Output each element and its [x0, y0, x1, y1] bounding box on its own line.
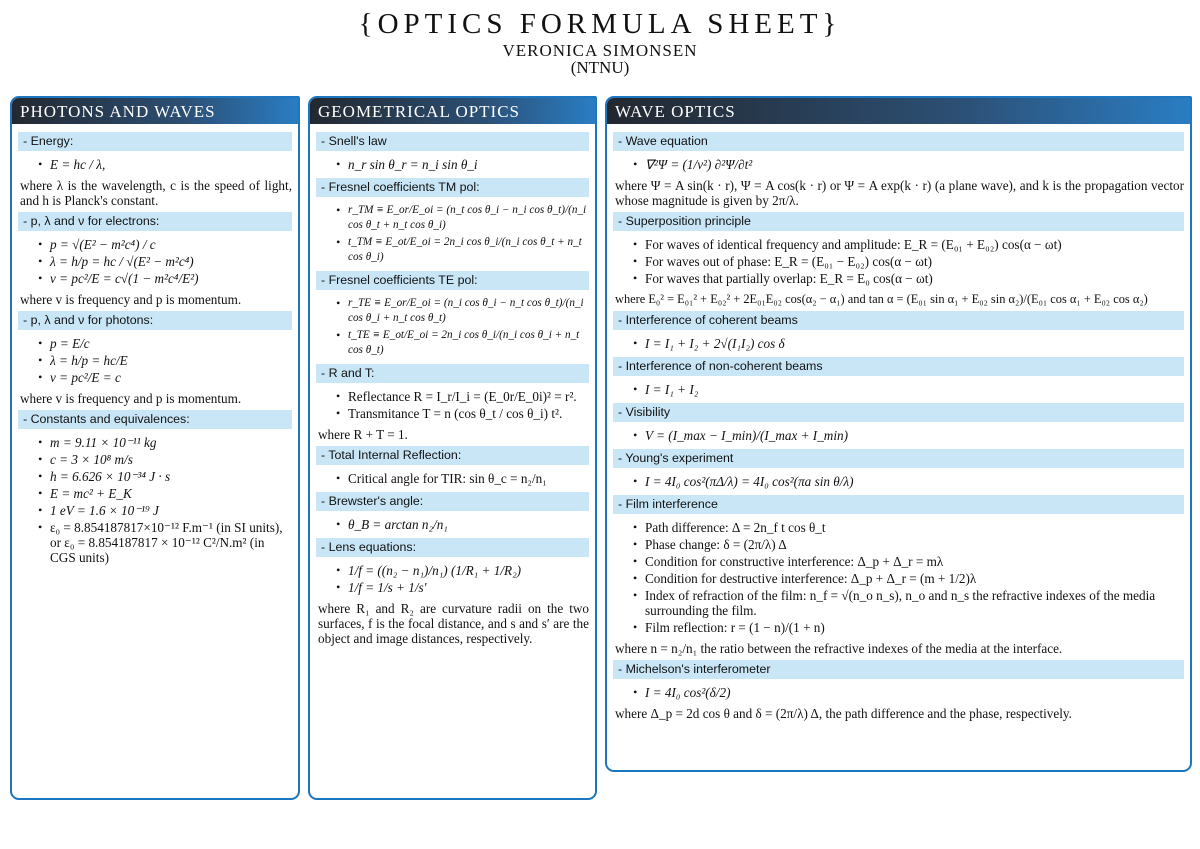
- formula-item: • λ = h/p = hc / √(E² − m²c⁴): [38, 254, 292, 269]
- section-note: where Ψ = A sin(k · r), Ψ = A cos(k · r) or Ψ = A exp(k · r) (a plane wave), and k is the propagation vector whose magnitude is given by 2π/λ.: [615, 178, 1184, 208]
- section-heading: - Wave equation: [613, 132, 1184, 151]
- formula-list: [633, 428, 1184, 443]
- formula-item: • λ = h/p = hc/E: [38, 353, 292, 368]
- section-note: where E₀² = E₀₁² + E₀₂² + 2E₀₁E₀₂ cos(α₂ − α₁) and tan α = (E₀₁ sin α₁ + E₀₂ sin α₂)/(E₀₁ cos α₁ + E₀₂ cos α₂): [615, 292, 1148, 306]
- column-header: GEOMETRICAL OPTICS: [310, 98, 595, 124]
- formula-list: [336, 471, 589, 486]
- formula-item: • θ_B = arctan n₂/n₁: [336, 517, 589, 532]
- section-note: where R₁ and R₂ are curvature radii on the two surfaces, f is the focal distance, and s and s′ are the object and image distances, respectively.: [318, 601, 589, 646]
- formula-list: [633, 382, 1184, 397]
- column-header: WAVE OPTICS: [607, 98, 1190, 124]
- formula-item: • Critical angle for TIR: sin θ_c = n₂/n₁: [336, 471, 589, 486]
- formula-item: • ∇²Ψ = (1/v²) ∂²Ψ/∂t²: [633, 157, 1184, 172]
- formula-item: • p = E/c: [38, 336, 292, 351]
- formula-item: • 1/f = 1/s + 1/s′: [336, 580, 589, 595]
- column-photons-and-waves: [10, 96, 300, 800]
- formula-item: • p = √(E² − m²c⁴) / c: [38, 237, 292, 252]
- formula-list: [38, 237, 292, 286]
- formula-list: [38, 336, 292, 385]
- formula-item: • E = hc / λ,: [38, 157, 292, 172]
- formula-item: • I = I₁ + I₂: [633, 382, 1184, 397]
- formula-item: • Film reflection: r = (1 − n)/(1 + n): [633, 620, 1184, 635]
- column-geometrical-optics: [308, 96, 597, 800]
- formula-list: [336, 389, 589, 421]
- formula-item: • I = 4I₀ cos²(πΔ/λ) = 4I₀ cos²(πa sin θ/λ): [633, 474, 1184, 489]
- column-header: PHOTONS AND WAVES: [12, 98, 298, 124]
- formula-item: • n_r sin θ_r = n_i sin θ_i: [336, 157, 589, 172]
- formula-list: [336, 296, 589, 358]
- section-heading: - p, λ and ν for photons:: [18, 311, 292, 330]
- formula-list: [336, 517, 589, 532]
- formula-item: • Transmitance T = n (cos θ_t / cos θ_i) t².: [336, 406, 589, 421]
- section-note: where Δ_p = 2d cos θ and δ = (2π/λ) Δ, the path difference and the phase, respectively.: [615, 706, 1072, 721]
- formula-list: [633, 336, 1184, 351]
- formula-item: • Condition for destructive interference: Δ_p + Δ_r = (m + 1/2)λ: [633, 571, 1184, 586]
- formula-item: • t_TM ≡ E_ot/E_oi = 2n_i cos θ_i/(n_i cos θ_t + n_t cos θ_i): [336, 235, 589, 265]
- section-note: where n = n₂/n₁ the ratio between the refractive indexes of the media at the interface.: [615, 641, 1063, 656]
- section-heading: - Fresnel coefficients TM pol:: [316, 178, 589, 197]
- formula-list: [336, 157, 589, 172]
- formula-list: [38, 157, 292, 172]
- formula-item: • c = 3 × 10⁸ m/s: [38, 452, 292, 467]
- section-heading: - Fresnel coefficients TE pol:: [316, 271, 589, 290]
- formula-item: • t_TE ≡ E_ot/E_oi = 2n_i cos θ_i/(n_i cos θ_i + n_t cos θ_t): [336, 328, 589, 358]
- formula-list: [633, 237, 1184, 286]
- formula-item: • For waves out of phase: E_R = (E₀₁ − E₀₂) cos(α − ωt): [633, 254, 1184, 269]
- section-heading: - Energy:: [18, 132, 292, 151]
- formula-item: • Path difference: Δ = 2n_f t cos θ_t: [633, 520, 1184, 535]
- formula-list: [633, 157, 1184, 172]
- formula-item: • Reflectance R = I_r/I_i = (E_0r/E_0i)² = r².: [336, 389, 589, 404]
- section-heading: - Superposition principle: [613, 212, 1184, 231]
- formula-list: [633, 520, 1184, 635]
- section-heading: - Total Internal Reflection:: [316, 446, 589, 465]
- section-heading: - Interference of non-coherent beams: [613, 357, 1184, 376]
- title-block: [0, 6, 1200, 76]
- formula-item: • r_TM ≡ E_or/E_oi = (n_t cos θ_i − n_i cos θ_t)/(n_i cos θ_t + n_t cos θ_i): [336, 203, 589, 233]
- formula-list: [633, 685, 1184, 700]
- formula-item: • I = 4I₀ cos²(δ/2): [633, 685, 1184, 700]
- section-heading: - Lens equations:: [316, 538, 589, 557]
- formula-list: [38, 435, 292, 565]
- institution: (NTNU): [570, 58, 630, 77]
- sheet-title: {OPTICS FORMULA SHEET}: [358, 8, 842, 40]
- formula-item: • V = (I_max − I_min)/(I_max + I_min): [633, 428, 1184, 443]
- formula-item: • Index of refraction of the film: n_f = √(n_o n_s), n_o and n_s the refractive indexes of the media surrounding the film.: [633, 588, 1184, 618]
- section-heading: - Young's experiment: [613, 449, 1184, 468]
- formula-item: • r_TE ≡ E_or/E_oi = (n_i cos θ_i − n_t cos θ_t)/(n_i cos θ_i + n_t cos θ_t): [336, 296, 589, 326]
- section-heading: - R and T:: [316, 364, 589, 383]
- column-body: [12, 124, 298, 565]
- formula-item: • v = pc²/E = c√(1 − m²c⁴/E²): [38, 271, 292, 286]
- section-note: where R + T = 1.: [318, 427, 408, 442]
- section-heading: - Michelson's interferometer: [613, 660, 1184, 679]
- column-wave-optics: [605, 96, 1192, 772]
- formula-list: [336, 563, 589, 595]
- formula-list: [336, 203, 589, 265]
- section-heading: - Visibility: [613, 403, 1184, 422]
- formula-item: • Phase change: δ = (2π/λ) Δ: [633, 537, 1184, 552]
- formula-item: • m = 9.11 × 10⁻¹¹ kg: [38, 435, 292, 450]
- formula-item: • E = mc² + E_K: [38, 486, 292, 501]
- section-note: where v is frequency and p is momentum.: [20, 292, 242, 307]
- formula-list: [633, 474, 1184, 489]
- formula-item: • I = I₁ + I₂ + 2√(I₁I₂) cos δ: [633, 336, 1184, 351]
- formula-item: • 1/f = ((n₂ − n₁)/n₁) (1/R₁ + 1/R₂): [336, 563, 589, 578]
- column-body: [607, 124, 1190, 721]
- formula-item: • For waves that partially overlap: E_R = E₀ cos(α − ωt): [633, 271, 1184, 286]
- section-heading: - Interference of coherent beams: [613, 311, 1184, 330]
- section-heading: - Constants and equivalences:: [18, 410, 292, 429]
- section-note: where λ is the wavelength, c is the speed of light, and h is Planck's constant.: [20, 178, 292, 208]
- author-name: VERONICA SIMONSEN: [502, 41, 698, 60]
- section-heading: - p, λ and ν for electrons:: [18, 212, 292, 231]
- formula-item: • For waves of identical frequency and amplitude: E_R = (E₀₁ + E₀₂) cos(α − ωt): [633, 237, 1184, 252]
- formula-item: • h = 6.626 × 10⁻³⁴ J · s: [38, 469, 292, 484]
- formula-item: • ε₀ = 8.854187817×10⁻¹² F.m⁻¹ (in SI units), or ε₀ = 8.854187817 × 10⁻¹² C²/N.m² (in CGS units): [38, 520, 292, 565]
- section-note: where v is frequency and p is momentum.: [20, 391, 242, 406]
- formula-item: • Condition for constructive interference: Δ_p + Δ_r = mλ: [633, 554, 1184, 569]
- formula-item: • v = pc²/E = c: [38, 370, 292, 385]
- section-heading: - Snell's law: [316, 132, 589, 151]
- section-heading: - Brewster's angle:: [316, 492, 589, 511]
- section-heading: - Film interference: [613, 495, 1184, 514]
- formula-item: • 1 eV = 1.6 × 10⁻¹⁹ J: [38, 503, 292, 518]
- column-body: [310, 124, 595, 646]
